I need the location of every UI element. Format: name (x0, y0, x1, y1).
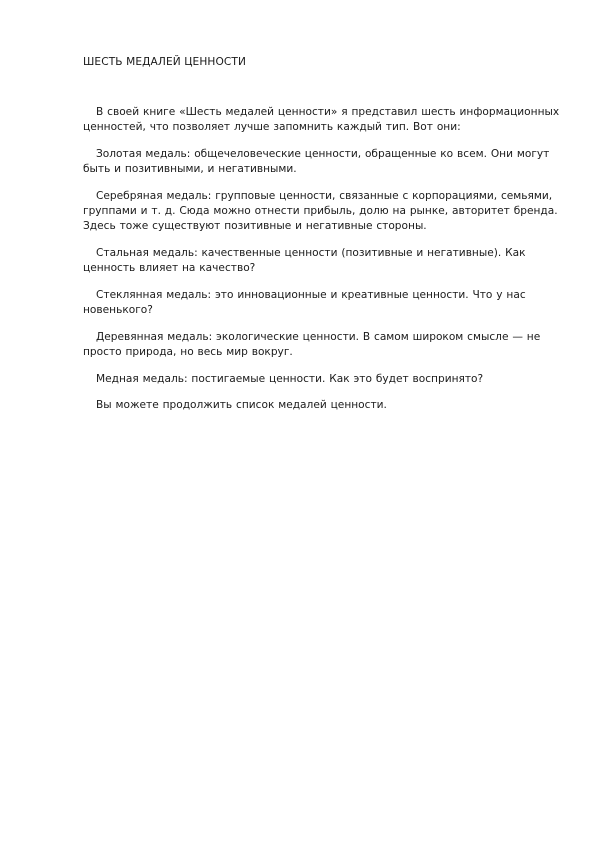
paragraph-intro: В своей книге «Шесть медалей ценности» я представил шесть информационных ценностей, что позволяет лучше запомнить каждый тип. Вот они: (83, 106, 560, 134)
paragraph-glass-medal: Стеклянная медаль: это инновационные и креативные ценности. Что у нас новенького? (83, 288, 526, 317)
document-body (83, 105, 561, 425)
paragraph-copper-medal: Медная медаль: постигаемые ценности. Как это будет воспринято? (96, 372, 484, 385)
paragraph-gold-medal: Золотая медаль: общечеловеческие ценности, обращенные ко всем. Они могут быть и позитивными, и негативными. (83, 147, 550, 176)
paragraph-silver-medal: Серебряная медаль: групповые ценности, связанные с корпорациями, семьями, группами и т. д. Сюда можно отнести прибыль, долю на рынке, авторитет бренда. Здесь тоже существуют позитивные и негативные стороны. (83, 189, 558, 233)
document-title: ШЕСТЬ МЕДАЛЕЙ ЦЕННОСТИ (83, 56, 247, 68)
paragraph-steel-medal: Стальная медаль: качественные ценности (позитивные и негативные). Как ценность влияет на качество? (83, 246, 526, 275)
paragraph-wood-medal: Деревянная медаль: экологические ценности. В самом широком смысле — не просто природа, но весь мир вокруг. (83, 330, 541, 358)
paragraph-conclusion: Вы можете продолжить список медалей ценности. (96, 399, 387, 412)
